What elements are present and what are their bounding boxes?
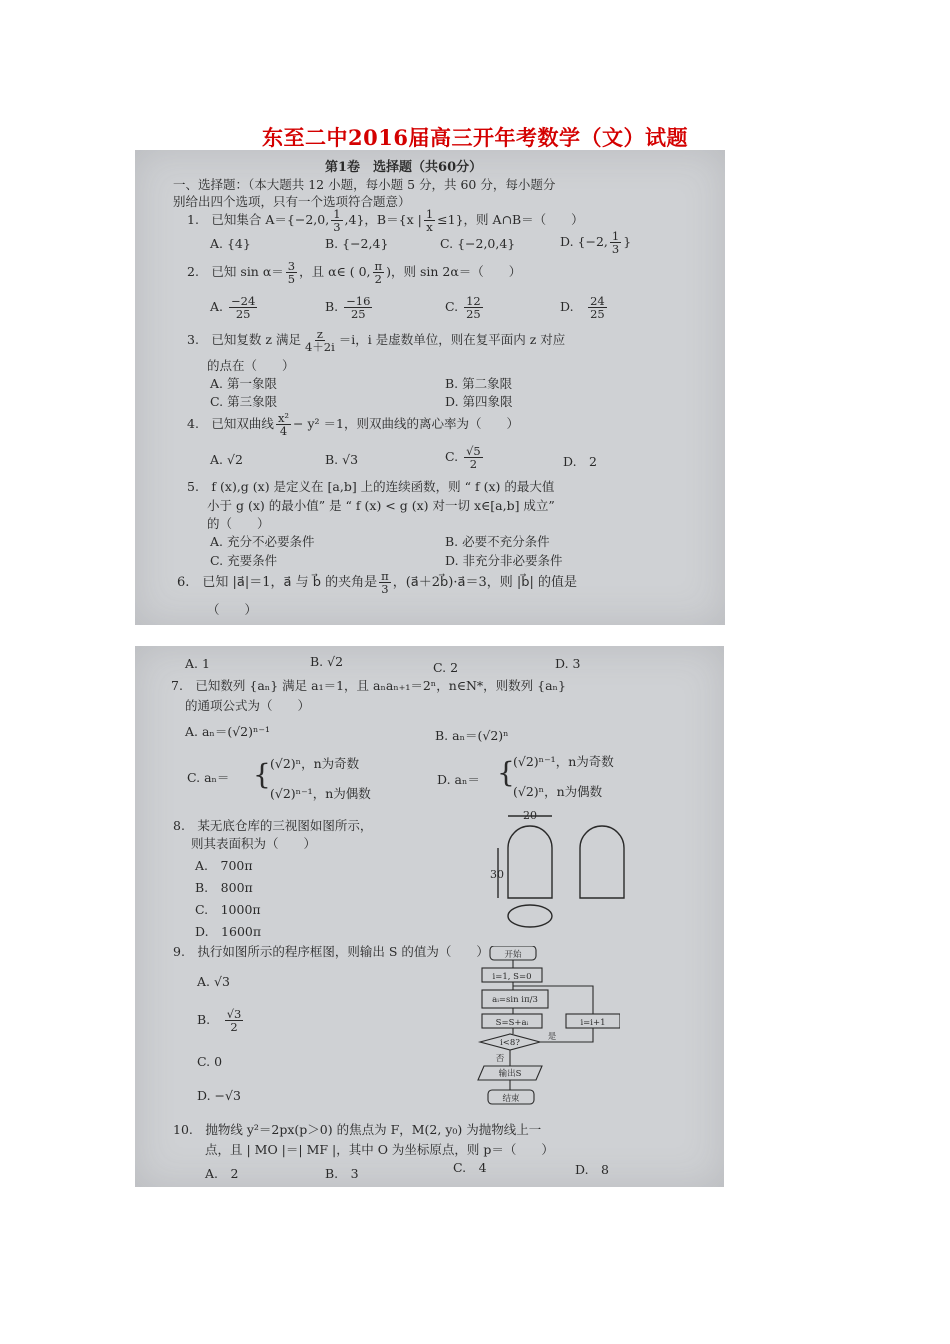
dimension-top-label: 20 bbox=[523, 809, 537, 822]
question-7-option-d-brace: { bbox=[497, 756, 515, 789]
flowchart-start: 开始 bbox=[504, 950, 522, 960]
question-4-option-b: B. √3 bbox=[325, 452, 359, 467]
question-8-option-d: D. 1600π bbox=[195, 924, 262, 939]
question-8-option-a: A. 700π bbox=[195, 858, 253, 873]
question-2-option-b: B. $\frac{-16}{25}$ bbox=[325, 294, 371, 321]
question-10-line-1: 10. 抛物线 y²＝2px(p＞0) 的焦点为 F，M(2, y₀) 为抛物线上一 bbox=[173, 1122, 542, 1137]
question-8-option-b: B. 800π bbox=[195, 880, 253, 895]
question-7-line-2: 的通项公式为（ ） bbox=[185, 698, 311, 713]
question-3-option-d: D. 第四象限 bbox=[445, 394, 513, 409]
program-flowchart bbox=[470, 946, 620, 1116]
question-7-option-b: B. aₙ＝(√2)ⁿ bbox=[435, 728, 509, 743]
question-4-option-d: D. 2 bbox=[563, 454, 598, 469]
question-3-option-b: B. 第二象限 bbox=[445, 376, 513, 391]
question-3-stem: 3. 已知复数 z 满足 $\frac{z}{4+2i}$ ＝i，i 是虚数单位，则在复平面内 z 对应 bbox=[187, 327, 566, 354]
flowchart-increment: i=i+1 bbox=[580, 1018, 606, 1028]
question-3-option-a: A. 第一象限 bbox=[210, 376, 277, 391]
question-6-option-a: A. 1 bbox=[185, 656, 210, 671]
question-5-line-3: 的（ ） bbox=[207, 516, 270, 531]
question-6-line-2: （ ） bbox=[207, 602, 258, 617]
question-2-option-a: A. $\frac{-24}{25}$ bbox=[210, 294, 256, 321]
exam-scan-page-1 bbox=[135, 150, 725, 625]
flowchart-end: 结束 bbox=[502, 1094, 520, 1104]
question-8-line-1: 8. 某无底仓库的三视图如图所示， bbox=[173, 818, 373, 833]
question-1-option-c: C. {−2,0,4} bbox=[440, 236, 516, 251]
question-5-option-b: B. 必要不充分条件 bbox=[445, 534, 550, 549]
question-5-option-a: A. 充分不必要条件 bbox=[210, 534, 315, 549]
question-10-option-a: A. 2 bbox=[205, 1166, 239, 1181]
question-9-option-a: A. √3 bbox=[197, 974, 230, 989]
flowchart-sum: S=S+aᵢ bbox=[495, 1018, 529, 1028]
question-1-stem: 1. 已知集合 A＝{−2,0, $\frac{1}{3}$ ,4}，B＝{x | $\frac{1}{x}$ ≤1}，则 A∩B＝（ ） bbox=[187, 207, 584, 234]
flowchart-condition: i<8? bbox=[500, 1038, 520, 1048]
question-3-stem-cont: 的点在（ ） bbox=[207, 358, 295, 373]
flowchart-yes-label: 是 bbox=[547, 1032, 557, 1042]
flowchart-no-label: 否 bbox=[495, 1054, 505, 1064]
question-9-option-b: B. $\frac{√3}{2}$ bbox=[197, 1007, 242, 1034]
document-title: 东至二中2016届高三开年考数学（文）试题 bbox=[262, 125, 688, 150]
question-2-option-c: C. $\frac{12}{25}$ bbox=[445, 294, 481, 321]
question-7-option-d-label: D. aₙ＝ bbox=[437, 772, 480, 787]
question-7-option-a: A. aₙ＝(√2)ⁿ⁻¹ bbox=[185, 724, 271, 739]
instructions-line-1: 一、选择题：（本大题共 12 小题，每小题 5 分，共 60 分，每小题分 bbox=[173, 177, 556, 192]
question-5-line-1: 5. f (x),g (x) 是定义在 [a,b] 上的连续函数，则 “ f (x) 的最大值 bbox=[187, 479, 555, 494]
question-7-option-c-case-1: (√2)ⁿ，n为奇数 bbox=[270, 756, 360, 771]
dimension-side-label: 30 bbox=[490, 868, 504, 881]
question-10-option-c: C. 4 bbox=[453, 1160, 487, 1175]
question-5-option-d: D. 非充分非必要条件 bbox=[445, 553, 563, 568]
question-5-line-2: 小于 g (x) 的最小值” 是 “ f (x) < g (x) 对一切 x∈[a,b] 成立” bbox=[207, 498, 555, 513]
question-10-option-d: D. 8 bbox=[575, 1162, 610, 1177]
question-2-option-d: D. $\frac{24}{25}$ bbox=[560, 294, 605, 321]
three-view-diagram bbox=[490, 808, 630, 928]
flowchart-init: i=1, S=0 bbox=[492, 972, 532, 982]
question-6-line-1: 6. 已知 |a⃗|＝1，a⃗ 与 b⃗ 的夹角是 $\frac{\pi}{3}$ ，(a⃗＋2b⃗)·a⃗＝3，则 |b⃗| 的值是 bbox=[177, 569, 577, 596]
question-4-option-c: C. $\frac{√5}{2}$ bbox=[445, 444, 481, 471]
question-4-stem: 4. 已知双曲线 $\frac{\text{x²}}{4}$ − y² ＝1，则双曲线的离心率为（ ） bbox=[187, 411, 519, 438]
question-1-option-b: B. {−2,4} bbox=[325, 236, 389, 251]
flowchart-assign-a: aᵢ=sin iπ/3 bbox=[492, 995, 538, 1005]
question-10-option-b: B. 3 bbox=[325, 1166, 359, 1181]
question-9-option-d: D. −√3 bbox=[197, 1088, 241, 1103]
question-1-option-d: D. {−2, $\frac{1}{3}$ } bbox=[560, 229, 632, 256]
question-10-line-2: 点，且 | MO |＝| MF |，其中 O 为坐标原点，则 p＝（ ） bbox=[205, 1142, 554, 1157]
question-1-option-a: A. {4} bbox=[210, 236, 251, 251]
question-4-option-a: A. √2 bbox=[210, 452, 243, 467]
question-8-option-c: C. 1000π bbox=[195, 902, 261, 917]
question-7-option-c-brace: { bbox=[253, 758, 271, 791]
question-5-option-c: C. 充要条件 bbox=[210, 553, 278, 568]
question-7-option-c-label: C. aₙ＝ bbox=[187, 770, 230, 785]
question-8-line-2: 则其表面积为（ ） bbox=[191, 836, 317, 851]
question-7-line-1: 7. 已知数列 {aₙ} 满足 a₁＝1，且 aₙaₙ₊₁＝2ⁿ，n∈N*，则数列 {aₙ} bbox=[171, 678, 566, 693]
question-2-stem: 2. 已知 sin α＝ $\frac{3}{5}$ ，且 α∈ ( 0, $\frac{\pi}{2}$ )，则 sin 2α＝（ ） bbox=[187, 259, 522, 286]
question-3-option-c: C. 第三象限 bbox=[210, 394, 278, 409]
question-9-option-c: C. 0 bbox=[197, 1054, 223, 1069]
question-7-option-c-case-2: (√2)ⁿ⁻¹，n为偶数 bbox=[270, 786, 371, 801]
question-6-option-c: C. 2 bbox=[433, 660, 459, 675]
question-6-option-b: B. √2 bbox=[310, 654, 344, 669]
question-6-option-d: D. 3 bbox=[555, 656, 581, 671]
question-9-stem: 9. 执行如图所示的程序框图，则输出 S 的值为（ ） bbox=[173, 944, 489, 959]
exam-scan-page-2 bbox=[135, 646, 724, 1187]
instructions-line-2: 别给出四个选项，只有一个选项符合题意） bbox=[173, 194, 411, 209]
question-7-option-d-case-2: (√2)ⁿ，n为偶数 bbox=[513, 784, 603, 799]
flowchart-output: 输出S bbox=[498, 1069, 522, 1079]
section-heading: 第1卷 选择题（共60分） bbox=[325, 160, 483, 175]
question-7-option-d-case-1: (√2)ⁿ⁻¹，n为奇数 bbox=[513, 754, 614, 769]
